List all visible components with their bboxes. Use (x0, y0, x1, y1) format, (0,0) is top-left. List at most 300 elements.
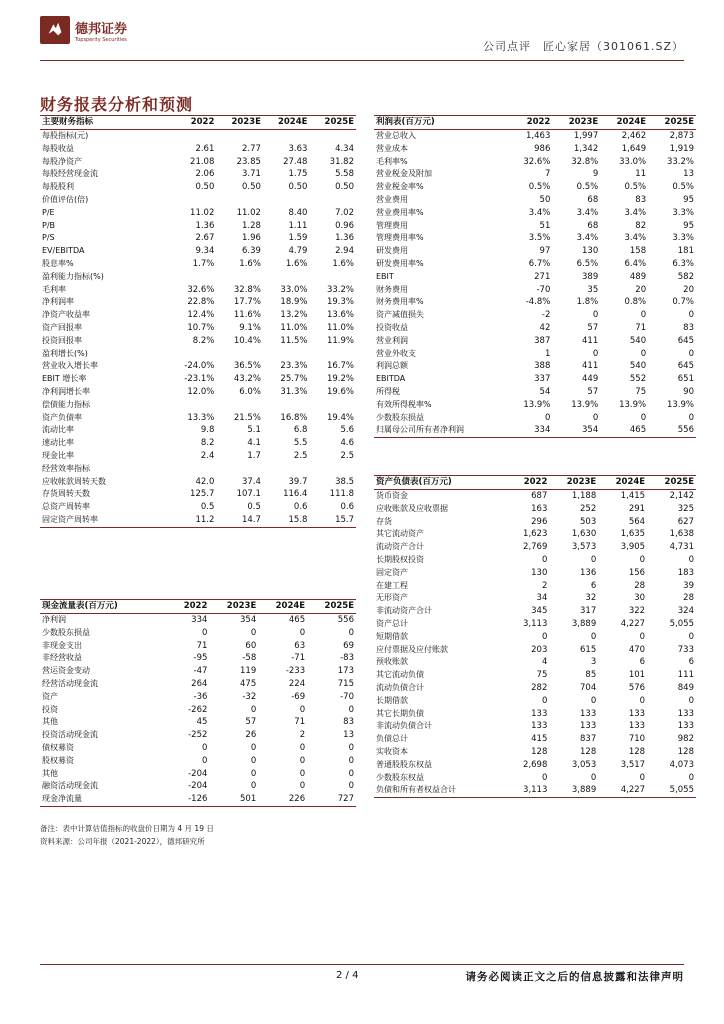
cell-value: 1.7 (247, 450, 261, 461)
row-label: 净利润率 (42, 297, 74, 307)
row-label: 普通股股东权益 (376, 759, 432, 769)
table-row (40, 704, 356, 717)
table-row (40, 412, 356, 425)
page-number: 2 / 4 (336, 970, 359, 981)
cell-value: 1,919 (669, 143, 694, 154)
cell-value: 2.77 (241, 143, 261, 154)
cell-value: 27.48 (283, 156, 308, 167)
cell-value (309, 399, 356, 412)
cell-value (263, 348, 310, 361)
row-label: 每股股利 (42, 182, 74, 192)
table-row (374, 554, 696, 567)
cell-value: 582 (677, 271, 694, 282)
cell-value: 3,905 (620, 542, 646, 553)
cell-value: 0 (201, 755, 208, 766)
cell-value: 5.6 (340, 425, 354, 436)
year-header: 2025E (307, 600, 356, 614)
cell-value: 36.5% (233, 361, 261, 372)
table-row (40, 232, 356, 245)
row-label: 盈利能力指标(%) (42, 271, 104, 281)
row-label: 营业成本 (376, 143, 408, 153)
table-row (374, 503, 696, 516)
cell-value: 0 (592, 412, 599, 423)
cell-value: 43.2% (233, 374, 261, 385)
cell-value: 354 (240, 615, 257, 625)
cell-value: 0 (541, 631, 548, 642)
cell-value: -70 (536, 284, 551, 295)
cell-value: -47 (193, 666, 208, 677)
cell-value: 389 (582, 271, 599, 282)
table-row (374, 541, 696, 554)
row-label: 净利润 (42, 615, 66, 624)
year-header: 2024E (600, 116, 648, 130)
cell-value: 13.9% (571, 399, 599, 410)
cell-value: 8.40 (288, 207, 308, 218)
cell-value: 334 (508, 424, 552, 437)
cell-value: 1,623 (523, 529, 548, 540)
cell-value: 133 (628, 721, 646, 732)
cell-value: 0 (541, 554, 548, 565)
table-row (374, 143, 696, 156)
cell-value: 0 (688, 695, 694, 706)
cell-value: 0 (640, 310, 647, 321)
cell-value: 0 (688, 554, 694, 565)
row-label: 价值评估(倍) (42, 194, 89, 204)
table-row (374, 580, 696, 593)
cell-value: 3,053 (571, 759, 597, 770)
row-label: 无形资产 (376, 593, 408, 603)
table-row (40, 181, 356, 194)
row-label: 每股收益 (42, 143, 74, 153)
cell-value: 0.6 (340, 502, 354, 513)
table-title: 资产负债表(百万元) (374, 476, 508, 490)
cell-value: 6.5% (576, 258, 599, 269)
cell-value: 415 (531, 734, 548, 745)
cash-flow-table (40, 599, 356, 807)
cell-value: 3,113 (508, 784, 549, 797)
cell-value: 296 (531, 516, 548, 527)
row-label: 资产负债率 (42, 412, 82, 422)
cell-value: 111 (677, 670, 694, 681)
cell-value (216, 348, 263, 361)
cell-value: 19.2% (326, 374, 354, 385)
table-row (40, 245, 356, 258)
cell-value: 133 (580, 721, 597, 732)
table-row (40, 742, 356, 755)
table-row (374, 156, 696, 169)
cell-value: 324 (677, 606, 694, 617)
cell-value: 501 (209, 793, 258, 806)
cell-value: 1,649 (621, 143, 647, 154)
cell-value: 6.7% (528, 258, 551, 269)
cell-value: 576 (628, 682, 646, 693)
table-row (374, 605, 696, 618)
row-label: 少数股东权益 (376, 772, 424, 782)
cell-value: 8.2% (192, 335, 215, 346)
cell-value: 95 (683, 194, 694, 205)
cell-value: 710 (628, 734, 646, 745)
cell-value: 13.9% (523, 399, 551, 410)
cell-value: 0 (688, 412, 694, 423)
cell-value: 2.5 (293, 450, 308, 461)
cell-value: 75 (536, 670, 548, 681)
cell-value: 3,889 (549, 784, 598, 797)
cell-value: 1.28 (241, 220, 261, 231)
cell-value: 10.7% (187, 322, 215, 333)
table-row (374, 360, 696, 373)
cell-value: 11.02 (236, 207, 261, 218)
cell-value: 10.4% (233, 335, 261, 346)
table-row (374, 130, 696, 143)
table-row (40, 130, 356, 143)
row-label: 货币资金 (376, 491, 408, 500)
cell-value: 32.8% (233, 284, 261, 295)
row-label: 非流动资产合计 (376, 606, 432, 616)
cell-value: 133 (531, 721, 548, 732)
cell-value: 465 (600, 424, 648, 437)
table-row (40, 373, 356, 386)
cell-value: 6 (639, 657, 646, 668)
cell-value: 0.50 (335, 182, 354, 193)
cell-value: 5,055 (647, 784, 696, 797)
cell-value: 16.7% (326, 361, 354, 372)
cell-value: 0 (250, 742, 257, 753)
note-line-2: 资料来源：公司年报（2021-2022），德邦研究所 (40, 837, 205, 846)
cell-value: -2 (541, 310, 551, 321)
cell-value: 0 (541, 772, 548, 783)
cell-value: 2,462 (621, 131, 647, 141)
cell-value: 5.5 (293, 438, 308, 449)
cell-value: 224 (288, 678, 306, 689)
cell-value: 71 (196, 640, 208, 651)
cell-value: 0 (250, 755, 257, 766)
cell-value: 68 (587, 220, 599, 231)
cell-value: 2.61 (195, 143, 215, 154)
cell-value: 20 (635, 284, 647, 295)
cell-value: 1.59 (288, 233, 308, 244)
table-row (40, 335, 356, 348)
table-row (40, 322, 356, 335)
row-label: 营业费用率% (376, 207, 424, 217)
cell-value: 387 (534, 335, 551, 346)
footer-rule (40, 964, 684, 965)
row-label: 预收账款 (376, 657, 408, 667)
cell-value: 181 (677, 246, 694, 257)
cell-value: 1.36 (195, 220, 215, 231)
row-label: 流动资产合计 (376, 542, 424, 552)
cell-value: 83 (635, 194, 647, 205)
row-label: 长期借款 (376, 695, 408, 705)
cell-value (169, 271, 216, 284)
row-label: 应收账款及应收票据 (376, 503, 448, 513)
cell-value: -69 (291, 691, 306, 702)
cell-value: 4.1 (247, 438, 261, 449)
table-header-row (40, 116, 356, 130)
year-header: 2025E (648, 116, 696, 130)
cell-value: 564 (628, 516, 646, 527)
cell-value: 1.6% (239, 258, 261, 269)
row-label: 现金净流量 (40, 793, 169, 806)
cell-value: 26 (245, 730, 257, 741)
cell-value: 11.2 (169, 514, 216, 527)
row-label: 资产减值损失 (376, 310, 424, 320)
cell-value: 15.8 (263, 514, 310, 527)
cell-value: 0.96 (335, 220, 354, 231)
table-row (40, 640, 356, 653)
cell-value (216, 194, 263, 207)
header-rule (40, 60, 684, 61)
table-row (374, 424, 696, 437)
cell-value: 203 (531, 644, 548, 655)
year-header: 2022 (169, 116, 216, 130)
cell-value: 4,073 (669, 759, 694, 770)
cell-value: 0 (590, 695, 597, 706)
cell-value: 173 (337, 666, 354, 677)
cell-value: 75 (635, 386, 647, 397)
cell-value: 556 (337, 615, 354, 625)
cell-value: 322 (628, 606, 646, 617)
cell-value: 0 (299, 755, 306, 766)
cell-value: 38.5 (335, 476, 354, 487)
cell-value: 0 (590, 631, 597, 642)
cell-value: 0.5% (672, 182, 694, 193)
cell-value: 11.02 (190, 207, 215, 218)
cell-value: 11.6% (233, 310, 261, 321)
cell-value: 0 (639, 695, 646, 706)
cell-value: 11.0% (280, 322, 308, 333)
cell-value: 354 (552, 424, 600, 437)
row-label: 实收资本 (376, 746, 408, 756)
cell-value: 3.4% (624, 207, 647, 218)
table-row (374, 720, 696, 733)
cell-value: 2 (541, 580, 548, 591)
row-label: 投资活动现金流 (42, 730, 98, 740)
cell-value: 733 (677, 644, 694, 655)
cell-value: 32.6% (187, 284, 215, 295)
cell-value: 0 (640, 348, 647, 359)
cell-value: 3,889 (571, 618, 597, 629)
cell-value: 0.5% (528, 182, 551, 193)
cell-value: 28 (634, 580, 646, 591)
cell-value: 17.7% (233, 297, 261, 308)
cell-value: 1,342 (573, 143, 599, 154)
row-label: 投资 (42, 704, 58, 714)
cell-value: 13 (683, 169, 694, 180)
cell-value: 1.36 (335, 233, 354, 244)
cell-value: 4.6 (340, 438, 354, 449)
cell-value: 5.58 (335, 169, 354, 180)
cell-value: 0.5% (624, 182, 647, 193)
table-title: 利润表(百万元) (374, 116, 508, 130)
row-label: 营业税金率% (376, 182, 424, 192)
cell-value: 2.67 (195, 233, 215, 244)
row-label: 经营活动现金流 (42, 678, 98, 688)
cell-value: 128 (531, 746, 548, 757)
row-label: 管理费用率% (376, 233, 424, 243)
table-row (374, 631, 696, 644)
row-label: EV/EBITDA (42, 246, 85, 256)
cell-value (263, 399, 310, 412)
cell-value: 4,227 (620, 618, 646, 629)
cell-value: 13 (343, 730, 354, 741)
cell-value: -95 (193, 653, 208, 664)
cell-value: 7 (544, 169, 551, 180)
cell-value: 13.2% (280, 310, 308, 321)
year-header: 2023E (209, 600, 258, 614)
table-row (374, 373, 696, 386)
row-label: 融资活动现金流 (42, 781, 98, 791)
cell-value: 552 (629, 374, 647, 385)
cell-value: 25.7% (280, 374, 308, 385)
table-row (40, 437, 356, 450)
cell-value: 4,731 (669, 542, 694, 553)
row-label: 营运资金变动 (42, 666, 90, 676)
cell-value: 0 (201, 627, 208, 638)
table-row (374, 220, 696, 233)
table-row (374, 181, 696, 194)
cell-value: 651 (677, 374, 694, 385)
report-type-and-stock: 公司点评 匠心家居（301061.SZ） (482, 40, 684, 53)
row-label: 营业收入增长率 (42, 361, 98, 371)
row-label: 资产 (42, 691, 58, 701)
year-header: 2023E (549, 476, 598, 490)
cell-value: 57 (245, 717, 257, 728)
table-row (40, 793, 356, 806)
row-label: 净利润增长率 (42, 386, 90, 396)
table-row (374, 245, 696, 258)
cell-value: 475 (240, 678, 257, 689)
cell-value: 986 (534, 143, 551, 154)
row-label: 股权募资 (42, 755, 74, 765)
table-row (40, 463, 356, 476)
cell-value: 0 (348, 768, 354, 779)
cell-value: 2,142 (669, 491, 694, 501)
cell-value: 57 (587, 322, 599, 333)
cell-value: -23.1% (184, 374, 215, 385)
table-row (40, 258, 356, 271)
table-row (374, 618, 696, 631)
cell-value: 0.50 (195, 182, 215, 193)
cell-value: 4.79 (288, 246, 308, 257)
row-label: 每股指标(元) (42, 131, 89, 140)
table-row (40, 284, 356, 297)
cell-value: 0.5 (247, 502, 261, 513)
row-label: 其他 (42, 717, 58, 727)
table-title: 现金流量表(百万元) (40, 600, 169, 614)
row-label: EBITDA (376, 374, 406, 384)
cell-value: 130 (531, 567, 548, 578)
cell-value: -70 (340, 691, 354, 702)
cell-value: 133 (677, 721, 694, 732)
cell-value: 16.8% (280, 412, 308, 423)
cell-value: -58 (242, 653, 257, 664)
table-header-row (40, 600, 356, 614)
cell-value: 128 (677, 746, 694, 757)
table-row (374, 656, 696, 669)
table-row (40, 780, 356, 793)
cell-value: 1,463 (526, 131, 551, 141)
cell-value: 14.7 (216, 514, 263, 527)
cell-value: 30 (634, 593, 646, 604)
cell-value: 849 (677, 682, 694, 693)
table-row (374, 567, 696, 580)
row-label: 少数股东损益 (376, 412, 424, 422)
cell-value: 1.75 (288, 169, 308, 180)
cell-value: 50 (539, 194, 551, 205)
cell-value: 1,415 (620, 491, 646, 501)
table-row (40, 514, 356, 527)
cell-value (216, 271, 263, 284)
cell-value: 21.08 (190, 156, 215, 167)
cell-value: 489 (629, 271, 647, 282)
row-label: 财务费用率% (376, 297, 424, 307)
cell-value: 0 (348, 755, 354, 766)
table-row (40, 348, 356, 361)
table-row (374, 784, 696, 797)
row-label: 存货 (376, 516, 392, 526)
table-row (40, 691, 356, 704)
row-label: 其他 (42, 768, 58, 778)
row-label: 短期借款 (376, 631, 408, 641)
row-label: 其它流动负债 (376, 670, 424, 680)
cell-value: 33.0% (280, 284, 308, 295)
table-row (374, 528, 696, 541)
cell-value: 388 (534, 361, 551, 372)
cell-value: 503 (580, 516, 597, 527)
row-label: 每股净资产 (42, 156, 82, 166)
row-label: P/E (42, 207, 55, 217)
cell-value: 8.2 (200, 438, 215, 449)
cell-value (309, 130, 356, 143)
cell-value: 334 (191, 615, 208, 625)
logo-icon (40, 16, 70, 44)
cell-value: 6.3% (672, 258, 694, 269)
cell-value: 282 (531, 682, 548, 693)
cell-value (169, 399, 216, 412)
cell-value: 42.0 (195, 476, 215, 487)
row-label: 利润总额 (376, 361, 408, 371)
cell-value: 19.4% (326, 412, 354, 423)
cell-value: 23.85 (236, 156, 261, 167)
cell-value: 3.3% (672, 233, 694, 244)
cell-value: 687 (531, 491, 548, 501)
table-row (40, 768, 356, 781)
row-label: 应收帐款周转天数 (42, 476, 106, 486)
table-row (40, 156, 356, 169)
row-label: 应付票据及应付账款 (376, 644, 448, 654)
logo-name: 德邦证券 (75, 21, 128, 37)
table-row (374, 682, 696, 695)
table-row (40, 716, 356, 729)
cell-value: 95 (683, 220, 694, 231)
row-label: 研发费用率% (376, 258, 424, 268)
cell-value (309, 463, 356, 476)
row-label: 非现金支出 (42, 640, 82, 650)
cell-value: 136 (580, 567, 597, 578)
cell-value (216, 399, 263, 412)
row-label: 偿债能力指标 (42, 399, 90, 409)
cell-value: 6.4% (624, 258, 647, 269)
cell-value: 411 (582, 361, 599, 372)
table-row (40, 309, 356, 322)
cell-value: 2.4 (200, 450, 215, 461)
cell-value: 32 (585, 593, 597, 604)
cell-value: -204 (188, 768, 208, 779)
cell-value: 0 (250, 781, 257, 792)
cell-value: 2 (299, 730, 306, 741)
row-label: 营业外收支 (376, 348, 416, 358)
cell-value: -252 (188, 730, 208, 741)
